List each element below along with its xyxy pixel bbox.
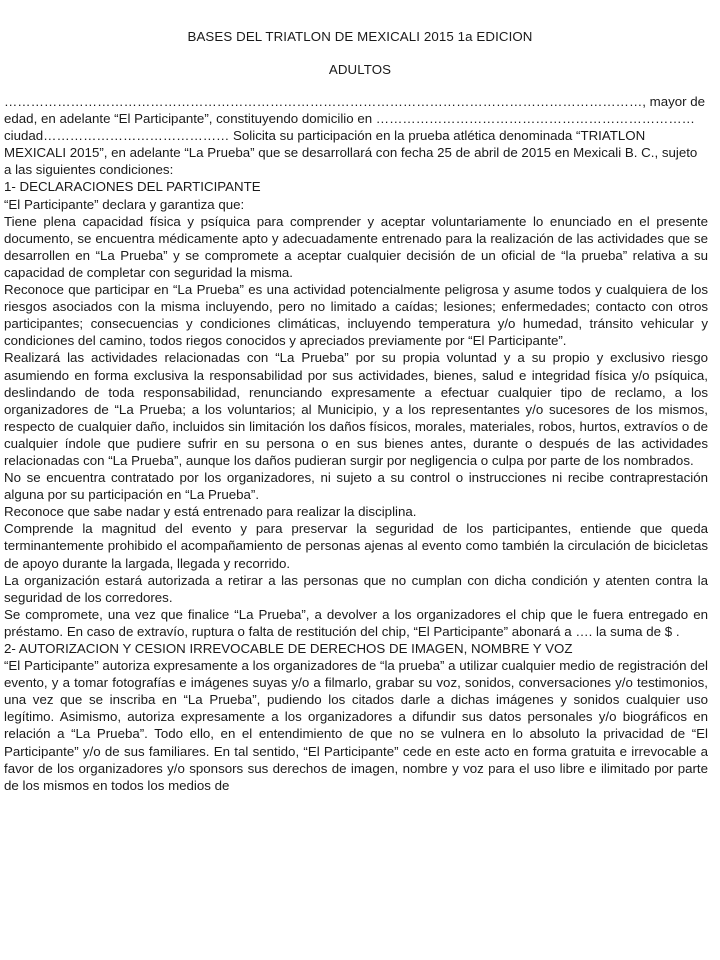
paragraph-retiro: La organización estará autorizada a retirar a las personas que no cumplan con dicha condición y atenten contra la seguridad de los corredores. [4, 572, 708, 605]
paragraph-imagen: “El Participante” autoriza expresamente a los organizadores de “la prueba” a utilizar cualquier medio de registración del evento, y a tomar fotografías e imágenes suyas y/o a filmarlo, grabar su voz, sonidos, conversaciones y/o testimonios, una vez que se inscriba en “La Prueba”, pudiendo los citados darle a dichas imágenes y sonidos cualquier uso legítimo. Asimismo, autoriza expresamente a los organizadores a difundir sus datos personales y/o biográficos en relación a “La Prueba”. Todo ello, en el entendimiento de que no se vulnera en lo absoluto la privacidad de “El Participante” y/o de sus familiares. En tal sentido, “El Participante” cede en este acto en forma gratuita e irrevocable a favor de los organizadores y/o sponsors sus derechos de imagen, nombre y voz para el uso libre e ilimitado por parte de los mismos en todos los medios de [4, 658, 708, 793]
paragraph-contratacion: No se encuentra contratado por los organizadores, ni sujeto a su control o instrucciones ni recibe contraprestación alguna por su participación en “La Prueba”. [4, 470, 708, 503]
paragraph-seguridad: Comprende la magnitud del evento y para preservar la seguridad de los participantes, entiende que queda terminantemente prohibido el acompañamiento de personas ajenas al evento como también la circulación de bicicletas de apoyo durante la largada, llegada y recorrido. [4, 521, 708, 571]
section-heading-declaraciones: 1- DECLARACIONES DEL PARTICIPANTE [4, 179, 261, 195]
paragraph-nadar: Reconoce que sabe nadar y está entrenado para realizar la disciplina. [4, 504, 417, 520]
intro-paragraph: ………………………………………………………………………………………………………………………………, mayor de edad, en adelante “El Participante”, constituyendo domicilio en ……………………………………………………………… ciudad…………………………………… Solicita su participación en la prueba atlética denominada “TRIATLON MEXICALI 2015”, en adelante “La Prueba” que se desarrollará con fecha 25 de abril de 2015 en Mexicali B. C., sujeto a las siguientes condiciones: [4, 94, 706, 178]
paragraph-riesgos: Reconoce que participar en “La Prueba” es una actividad potencialmente peligrosa y asume todos y cualquiera de los riesgos asociados con la misma incluyendo, pero no limitado a caídas; lesiones; enfermedades; contacto con otros participantes; consecuencias y condiciones climáticas, incluyendo temperatura y/o humedad, tránsito vehicular y condiciones del camino, todos riegos conocidos y apreciados previamente por “El Participante”. [4, 282, 708, 349]
document-body [4, 93, 708, 794]
section-heading-autorizacion: 2- AUTORIZACION Y CESION IRREVOCABLE DE DERECHOS DE IMAGEN, NOMBRE Y VOZ [4, 641, 573, 656]
paragraph-capacidad: Tiene plena capacidad física y psíquica para comprender y aceptar voluntariamente lo enunciado en el presente documento, se encuentra médicamente apto y adecuadamente entrenado para la realización de las actividades que se desarrollen en “La Prueba” y se compromete a aceptar cualquier decisión de un oficial de “la prueba” relativa a su capacidad de completar con seguridad la misma. [4, 213, 708, 280]
document-title: BASES DEL TRIATLON DE MEXICALI 2015 1a EDICION [187, 29, 533, 44]
paragraph-chip: Se compromete, una vez que finalice “La Prueba”, a devolver a los organizadores el chip que le fuera entregado en préstamo. En caso de extravío, ruptura o falta de restitución del chip, “El Participante” abonará a …. la suma de $ . [4, 606, 708, 639]
paragraph-responsabilidad: Realizará las actividades relacionadas con “La Prueba” por su propia voluntad y a su propio y exclusivo riesgo asumiendo en forma exclusiva la responsabilidad por sus actividades, bienes, salud e integridad física y/o psíquica, deslindando de toda responsabilidad, renunciando expresamente a efectuar cualquier tipo de reclamo, a los organizadores de “La Prueba; a los voluntarios; al Municipio, y a los representantes y/o sucesores de los mismos, respecto de cualquier daño, incluidos sin limitación los daños físicos, morales, materiales, robos, hurtos, extravíos o de cualquier índole que pudiere sufrir en su persona o en sus bienes antes, durante o después de las actividades relacionadas con “La Prueba”, aunque los daños pudieran surgir por negligencia o culpa por parte de los nombrados. [4, 350, 708, 468]
document-subtitle: ADULTOS [328, 62, 392, 77]
declaration-lead: “El Participante” declara y garantiza que: [4, 196, 245, 212]
